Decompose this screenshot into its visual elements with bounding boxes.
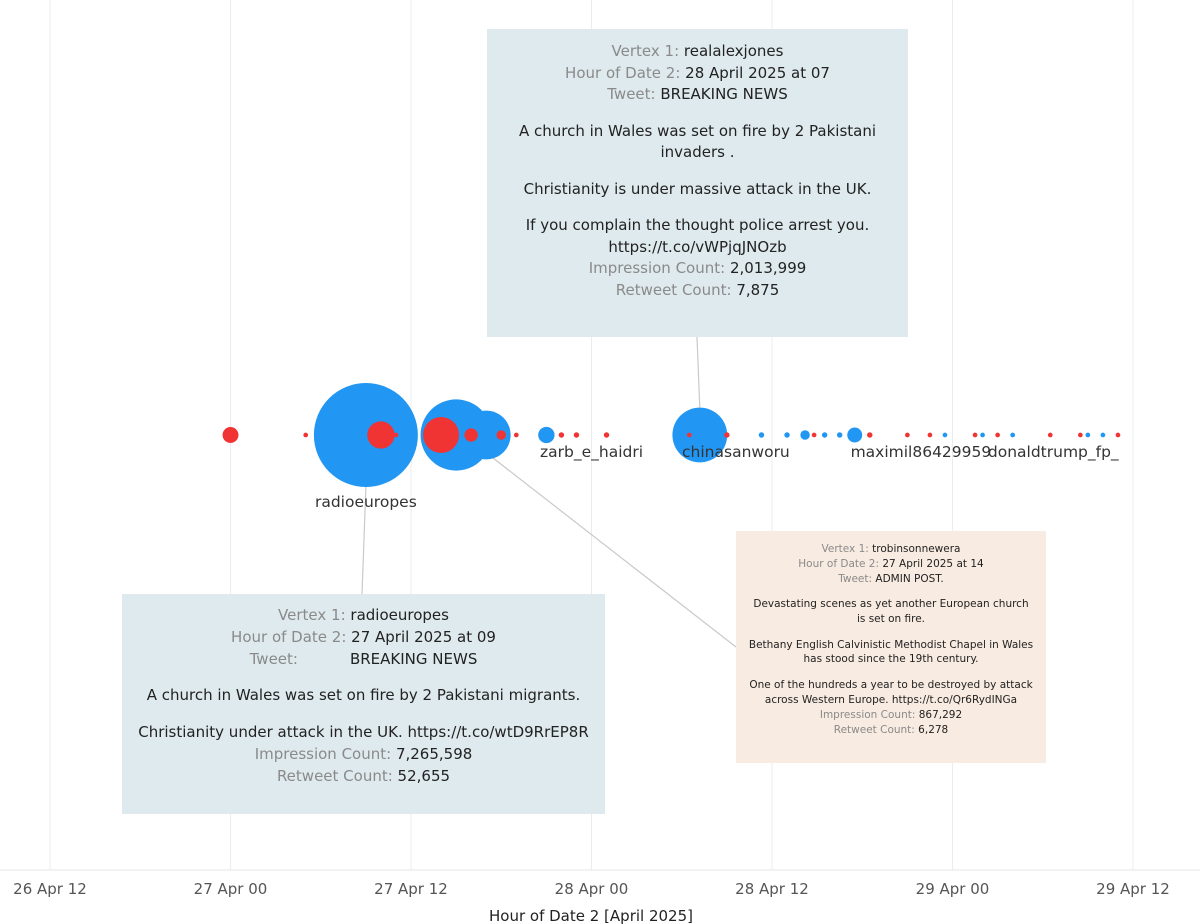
red-bubble <box>514 433 519 438</box>
impression-label: Impression Count: <box>819 708 919 721</box>
red-bubble <box>928 433 933 438</box>
vertex-label: Vertex 1: <box>611 42 684 60</box>
tweet-paragraph-2: Christianity under attack in the UK. https://t.co/wtD9RrEP8R <box>138 723 589 742</box>
x-axis-title: Hour of Date 2 [April 2025] <box>489 907 693 924</box>
retweet-value: 7,875 <box>736 280 780 299</box>
blue-bubble <box>822 432 827 437</box>
blue-bubble <box>1101 433 1106 438</box>
blue-bubble <box>314 383 418 487</box>
red-bubble <box>497 430 506 439</box>
hour-value: 28 April 2025 at 07 <box>685 63 830 82</box>
impression-label: Impression Count: <box>254 744 396 763</box>
red-bubble <box>905 433 910 438</box>
red-bubble <box>867 432 872 437</box>
blue-bubble <box>538 427 554 443</box>
hour-label: Hour of Date 2: <box>565 63 686 82</box>
tweet-paragraph-1: A church in Wales was set on fire by 2 Pakistani migrants. <box>146 686 581 705</box>
x-axis-ticks <box>13 880 1170 898</box>
hour-label: Hour of Date 2: <box>231 627 352 646</box>
blue-bubble <box>759 432 764 437</box>
x-tick-label: 28 Apr 00 <box>554 880 629 898</box>
blue-bubble <box>837 432 842 437</box>
red-bubble <box>1048 433 1053 438</box>
impression-value: 2,013,999 <box>729 259 807 277</box>
tweet-paragraph-3: One of the hundreds a year to be destroyed by attack across Western Europe. https://t.co/Qr6RydINGa <box>749 678 1037 706</box>
red-bubble <box>724 432 729 437</box>
retweet-value: 52,655 <box>397 766 451 785</box>
blue-bubble <box>1086 433 1091 438</box>
vertex-label: Vertex 1: <box>278 606 351 624</box>
red-bubble <box>394 433 399 438</box>
red-bubble <box>995 433 1000 438</box>
hour-label: Hour of Date 2: <box>798 557 883 570</box>
point-label: chinasanworu <box>682 443 790 461</box>
point-label: donaldtrump_fp_ <box>987 443 1119 461</box>
impression-label: Impression Count: <box>588 259 730 277</box>
blue-bubble <box>980 433 985 438</box>
tweet-paragraph-3: If you complain the thought police arrest you. https://t.co/vWPjqJNOzb <box>525 216 875 256</box>
hour-value: 27 April 2025 at 09 <box>351 627 496 646</box>
red-bubble <box>1116 433 1121 438</box>
red-bubble <box>559 432 564 437</box>
red-bubble <box>464 428 477 441</box>
point-label: radioeuropes <box>314 493 417 511</box>
bubble-series <box>223 383 1121 487</box>
red-bubble <box>973 433 978 438</box>
retweet-value: 6,278 <box>918 723 949 736</box>
blue-bubble <box>784 432 789 437</box>
red-bubble <box>687 433 692 438</box>
x-tick-label: 27 Apr 12 <box>374 880 448 898</box>
vertex-value: radioeuropes <box>350 606 449 624</box>
blue-bubble <box>943 433 948 438</box>
tweet-first-line: BREAKING NEWS <box>660 85 788 103</box>
vertex-value: trobinsonnewera <box>872 543 961 555</box>
retweet-label: Retweet Count: <box>615 280 737 299</box>
tweet-label: Tweet: <box>249 649 298 668</box>
red-bubble <box>604 432 609 437</box>
tweet-paragraph-1: A church in Wales was set on fire by 2 Pakistani invaders . <box>518 121 881 161</box>
x-tick-label: 29 Apr 12 <box>1096 880 1170 898</box>
red-bubble <box>303 433 308 438</box>
blue-bubble <box>1010 433 1015 438</box>
red-bubble <box>574 432 579 437</box>
red-bubble <box>424 433 429 438</box>
hour-value: 27 April 2025 at 14 <box>882 557 984 570</box>
retweet-label: Retweet Count: <box>833 723 919 736</box>
tweet-paragraph-1: Devastating scenes as yet another European church is set on fire. <box>753 598 1032 626</box>
tweet-label: Tweet: <box>607 85 661 103</box>
red-bubble <box>223 427 239 443</box>
tweet-label: Tweet: <box>838 572 876 585</box>
tweet-paragraph-2: Christianity is under massive attack in the UK. <box>523 179 872 198</box>
blue-bubble <box>715 430 724 439</box>
point-label: zarb_e_haidri <box>539 443 644 461</box>
tooltip-realalexjones <box>487 29 908 337</box>
x-tick-label: 29 Apr 00 <box>915 880 990 898</box>
red-bubble <box>423 417 459 453</box>
tooltip-trobinsonnewera <box>736 531 1046 763</box>
red-bubble <box>1078 433 1083 438</box>
retweet-label: Retweet Count: <box>276 766 398 785</box>
red-bubble <box>367 421 394 448</box>
red-bubble <box>812 433 817 438</box>
tweet-paragraph-2: Bethany English Calvinistic Methodist Chapel in Wales has stood since the 19th century. <box>748 638 1037 666</box>
impression-value: 867,292 <box>918 708 963 721</box>
blue-bubble <box>847 428 862 443</box>
impression-value: 7,265,598 <box>395 744 473 763</box>
leader-line-top <box>697 337 700 408</box>
tweet-first-line: BREAKING NEWS <box>349 649 478 668</box>
tweet-first-line: ADMIN POST. <box>875 572 944 585</box>
x-tick-label: 28 Apr 12 <box>735 880 809 898</box>
point-label: maximil86429959 <box>850 443 992 461</box>
x-tick-label: 26 Apr 12 <box>13 880 87 898</box>
x-tick-label: 27 Apr 00 <box>193 880 268 898</box>
vertex-value: realalexjones <box>683 42 784 60</box>
tooltip-radioeuropes <box>122 594 605 814</box>
blue-bubble <box>800 430 809 439</box>
vertex-label: Vertex 1: <box>821 543 873 555</box>
